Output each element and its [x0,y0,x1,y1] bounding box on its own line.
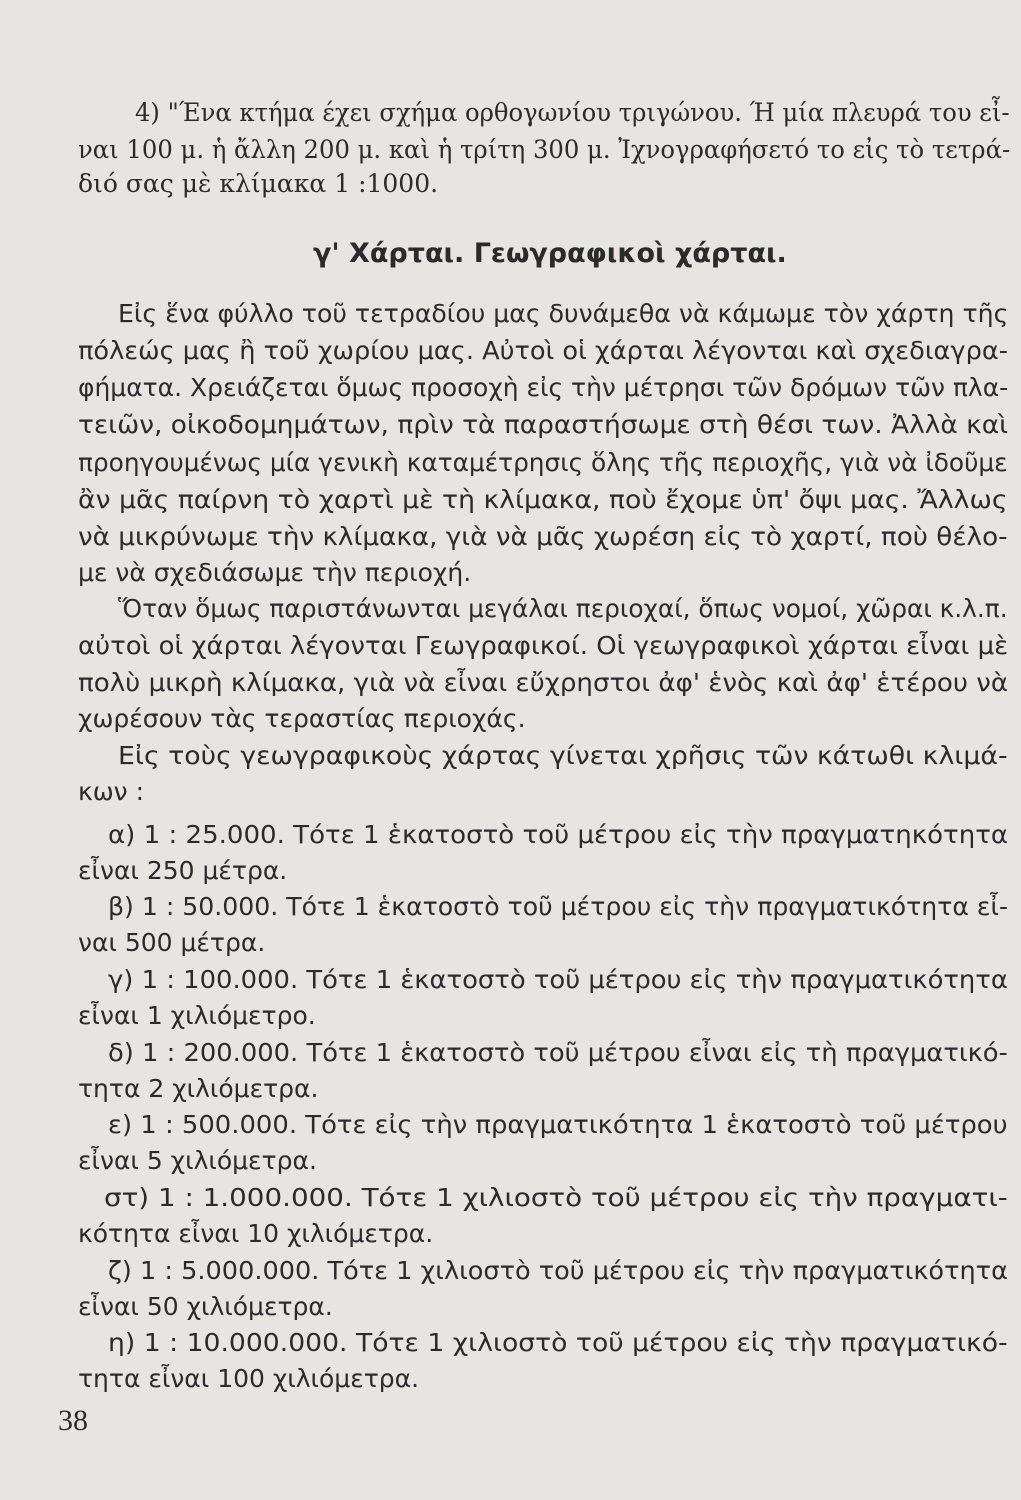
paragraph-line: νὰ μικρύνωμε τὴν κλίμακα, γιὰ νὰ μᾶς χωρέση εἰς τὸ χαρτί, ποὺ θέλο- [78,522,1008,551]
paragraph-line: τειῶν, οἰκοδομημάτων, πρὶν τὰ παραστήσωμε στὴ θέσι των. Ἀλλὰ καὶ [78,410,1009,439]
paragraph-line: φήματα. Χρειάζεται ὅμως προσοχὴ εἰς τὴν μέτρησι τῶν δρόμων τῶν πλα- [78,373,1009,402]
exercise-line: διό σας μὲ κλίμακα 1 :1000. [78,169,439,198]
paragraph-line: πόλεώς μας ἢ τοῦ χωρίου μας. Αὐτοὶ οἱ χάρται λέγονται καὶ σχεδιαγρα- [78,336,1008,365]
section-title: γ' Χάρται. Γεωγραφικοὶ χάρται. [313,238,787,269]
scale-item-second-line: ναι 500 μέτρα. [78,928,266,957]
scale-item-first-line: η) 1 : 10.000.000. Τότε 1 χιλιοστὸ τοῦ μέτρου εἰς τὴν πραγματικό- [108,1328,1008,1357]
scale-item-first-line: ζ) 1 : 5.000.000. Τότε 1 χιλιοστὸ τοῦ μέτρου εἰς τὴν πραγματικότητα [108,1256,1008,1285]
paragraph-line: κων : [78,777,145,806]
scale-item-first-line: γ) 1 : 100.000. Τότε 1 ἑκατοστὸ τοῦ μέτρου εἰς τὴν πραγματικότητα [108,965,1008,994]
scale-item-first-line: β) 1 : 50.000. Τότε 1 ἑκατοστὸ τοῦ μέτρου εἰς τὴν πραγματικότητα εἶ- [108,892,1009,921]
paragraph-line: χωρέσουν τὰς τεραστίας περιοχάς. [78,704,526,733]
scale-item-second-line: εἶναι 250 μέτρα. [78,856,288,885]
paragraph-line: πολὺ μικρὴ κλίμακα, γιὰ νὰ εἶναι εὔχρηστοι ἀφ' ἑνὸς καὶ ἀφ' ἑτέρου νὰ [78,668,1009,697]
paragraph-line: Εἰς τοὺς γεωγραφικοὺς χάρτας γίνεται χρῆσις τῶν κάτωθι κλιμά- [118,741,1008,770]
scale-item-second-line: τητα 2 χιλιόμετρα. [78,1074,319,1103]
scale-item-second-line: τητα εἶναι 100 χιλιόμετρα. [78,1364,420,1393]
scale-item-first-line: α) 1 : 25.000. Τότε 1 ἑκατοστὸ τοῦ μέτρου εἰς τὴν πραγματηκότητα [108,820,1009,849]
paragraph-line: Ὅταν ὅμως παριστάνωνται μεγάλαι περιοχαί, ὅπως νομοί, χῶραι κ.λ.π. [118,594,1008,623]
scale-item-second-line: εἶναι 1 χιλιόμετρο. [78,1001,316,1030]
scale-item-second-line: εἶναι 5 χιλιόμετρα. [78,1146,317,1175]
scale-item-second-line: κότητα εἶναι 10 χιλιόμετρα. [78,1219,434,1248]
scale-item-first-line: ε) 1 : 500.000. Τότε εἰς τὴν πραγματικότητα 1 ἑκατοστὸ τοῦ μέτρου [108,1110,1008,1139]
scale-item-first-line: δ) 1 : 200.000. Τότε 1 ἑκατοστὸ τοῦ μέτρου εἶναι εἰς τὴ πραγματικό- [108,1038,1008,1067]
scale-item-second-line: εἶναι 50 χιλιόμετρα. [78,1292,333,1321]
exercise-line: ναι 100 μ. ἡ ἄλλη 200 μ. καὶ ἡ τρίτη 300 μ. Ἰχνογραφήσετό το εἰς τὸ τετρά- [78,135,1011,164]
paragraph-line: αὐτοὶ οἱ χάρται λέγονται Γεωγραφικοί. Οἱ γεωγραφικοὶ χάρται εἶναι μὲ [78,631,1009,660]
paragraph-line: με νὰ σχεδιάσωμε τὴν περιοχή. [78,558,472,587]
page-number: 38 [58,1404,88,1437]
paragraph-line: Εἰς ἕνα φύλλο τοῦ τετραδίου μας δυνάμεθα νὰ κάμωμε τὸν χάρτη τῆς [118,299,1009,328]
paragraph-line: προηγουμένως μία γενικὴ καταμέτρησις ὅλης τῆς περιοχῆς, γιὰ νὰ ἰδοῦμε [78,448,1008,477]
exercise-line: 4) "Ένα κτήμα έχει σχήμα ορθογωνίου τριγώνου. Ή μία πλευρά του εἶ- [135,98,1010,127]
scale-item-first-line: στ) 1 : 1.000.000. Τότε 1 χιλιοστὸ τοῦ μέτρου εἰς τὴν πραγματι- [104,1183,1008,1212]
paragraph-line: ἂν μᾶς παίρνη τὸ χαρτὶ μὲ τὴ κλίμακα, ποὺ ἔχομε ὑπ' ὄψι μας. Ἄλλως [78,485,1008,514]
